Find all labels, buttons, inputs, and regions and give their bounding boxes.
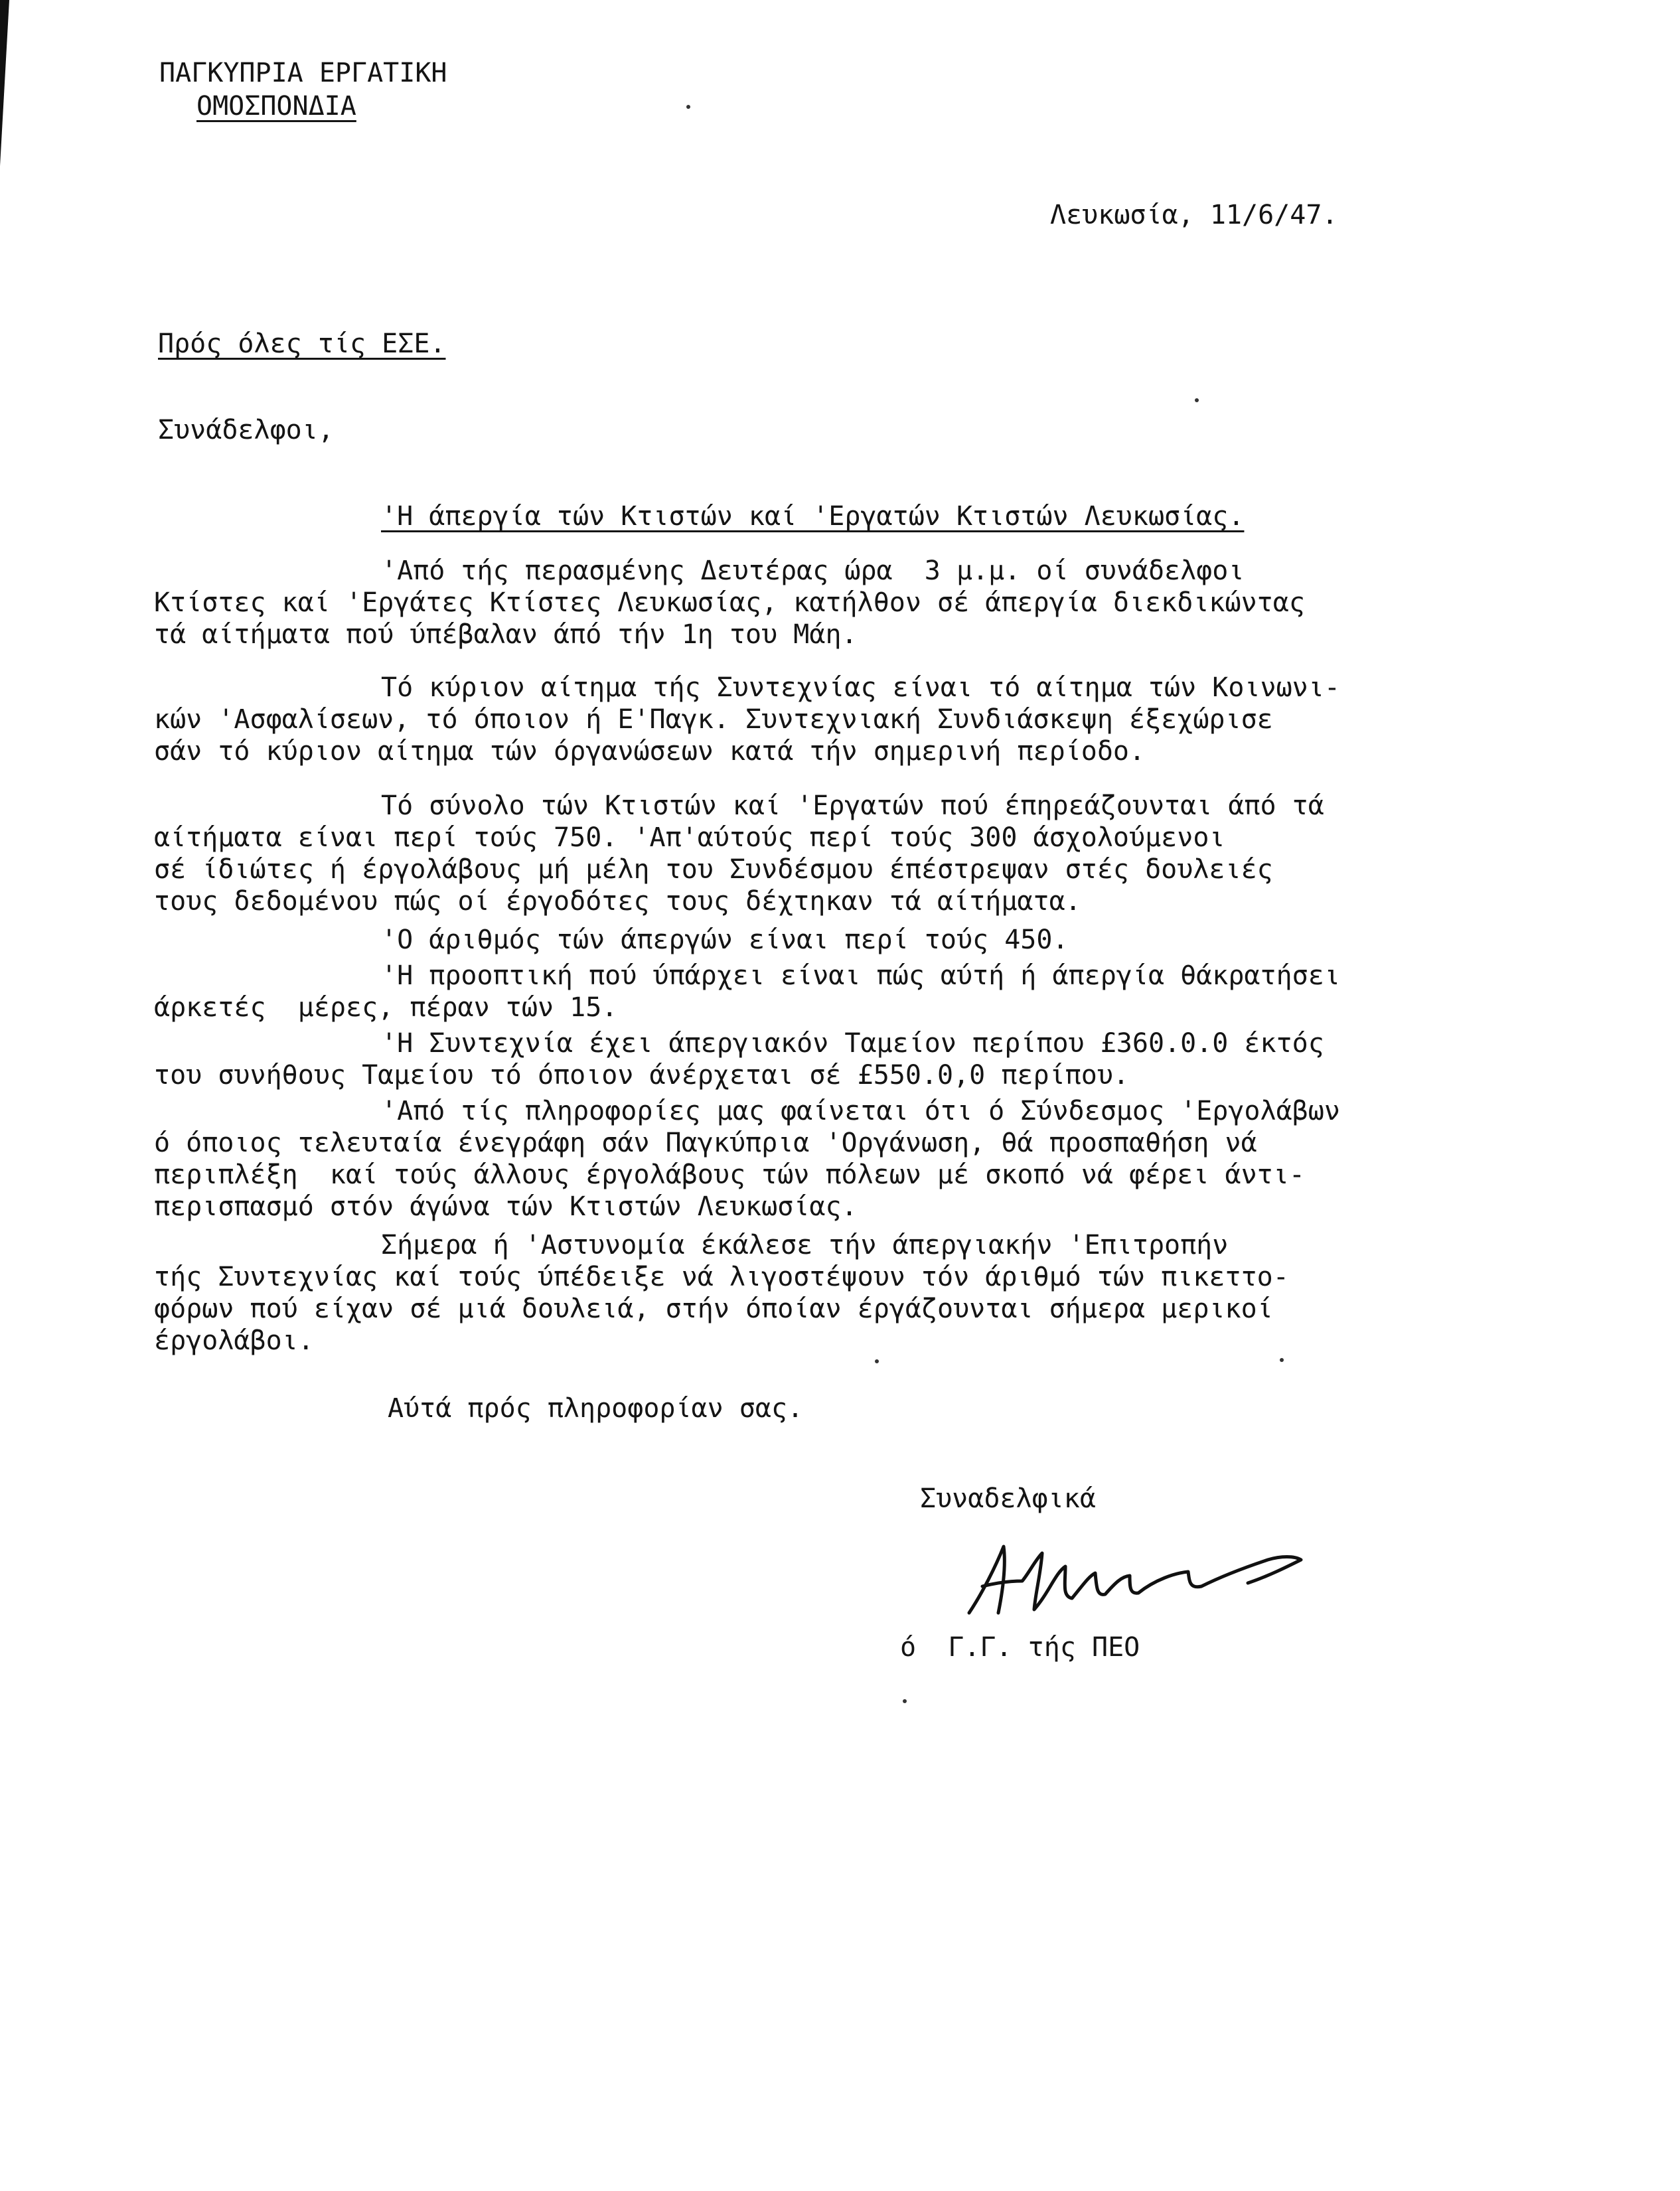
body-line: ό όποιος τελευταία ένεγράφη σάν Παγκύπρια 'Οργάνωση, θά προσπαθήση νά — [154, 1128, 1257, 1158]
body-line: 'Ο άριθμός τών άπεργών είναι περί τούς 450. — [381, 925, 1069, 955]
letterhead-line1: ΠΑΓΚΥΠΡΙΑ ΕΡΓΑΤΙΚΗ — [159, 58, 447, 88]
letter-date: Λευκωσία, 11/6/47. — [1050, 200, 1338, 230]
body-line: κών 'Ασφαλίσεων, τό όποιον ή Ε'Παγκ. Συντεχνιακή Συνδιάσκεψη έξεχώρισε — [154, 704, 1273, 735]
salutation: Συνάδελφοι, — [158, 415, 334, 445]
body-line: Τό σύνολο τών Κτιστών καί 'Εργατών πού έπηρεάζουνται άπό τά — [381, 791, 1324, 821]
body-line: σάν τό κύριον αίτημα τών όργανώσεων κατά τήν σημερινή περίοδο. — [154, 736, 1146, 767]
scan-speck — [903, 1699, 907, 1703]
body-line: 'Από τίς πληροφορίες μας φαίνεται ότι ό Σύνδεσμος 'Εργολάβων — [381, 1096, 1340, 1126]
body-line: αίτήματα είναι περί τούς 750. 'Απ'αύτούς περί τούς 300 άσχολούμενοι — [154, 822, 1225, 853]
body-line: τά αίτήματα πού ύπέβαλαν άπό τήν 1η του Μάη. — [154, 619, 858, 650]
body-line: φόρων πού είχαν σέ μιά δουλειά, στήν όποίαν έργάζουνται σήμερα μερικοί — [154, 1294, 1273, 1324]
recipient-line: Πρός όλες τίς ΕΣΕ. — [158, 329, 446, 359]
body-line: τους δεδομένου πώς οί έργοδότες τους δέχτηκαν τά αίτήματα. — [154, 886, 1081, 917]
body-line: 'Η προοπτική πού ύπάρχει είναι πώς αύτή ή άπεργία θάκρατήσει — [381, 960, 1340, 991]
body-line: Σήμερα ή 'Αστυνομία έκάλεσε τήν άπεργιακήν 'Επιτροπήν — [381, 1230, 1229, 1260]
scan-edge-mark — [0, 0, 9, 166]
signatory-title: ό Γ.Γ. τής ΠΕΟ — [900, 1632, 1140, 1663]
letterhead-line2: ΟΜΟΣΠΟΝΔΙΑ — [196, 91, 356, 121]
body-line: του συνήθους Ταμείου τό όποιον άνέρχεται σέ £550.0,0 περίπου. — [154, 1060, 1130, 1091]
scan-speck — [1195, 398, 1199, 402]
body-line: 'Η Συντεχνία έχει άπεργιακόν Ταμείον περίπου £360.0.0 έκτός — [381, 1028, 1324, 1059]
scan-speck — [875, 1359, 879, 1363]
body-line: τής Συντεχνίας καί τούς ύπέδειξε νά λιγοστέψουν τόν άριθμό τών πικεττο- — [154, 1262, 1289, 1292]
body-line: άρκετές μέρες, πέραν τών 15. — [154, 992, 618, 1023]
body-line: έργολάβοι. — [154, 1325, 314, 1356]
signature-image — [956, 1520, 1314, 1633]
body-line: περιπλέξη καί τούς άλλους έργολάβους τών πόλεων μέ σκοπό νά φέρει άντι- — [154, 1160, 1305, 1190]
body-line: περισπασμό στόν άγώνα τών Κτιστών Λευκωσίας. — [154, 1191, 858, 1222]
scan-speck — [1280, 1358, 1284, 1362]
scan-speck — [686, 105, 690, 109]
body-line: 'Από τής περασμένης Δευτέρας ώρα 3 μ.μ. οί συνάδελφοι — [381, 556, 1245, 586]
subject-line: 'Η άπεργία τών Κτιστών καί 'Εργατών Κτιστών Λευκωσίας. — [381, 501, 1245, 532]
body-line: Κτίστες καί 'Εργάτες Κτίστες Λευκωσίας, κατήλθον σέ άπεργία διεκδικώντας — [154, 587, 1305, 618]
valediction: Συναδελφικά — [920, 1483, 1096, 1514]
body-line: Τό κύριον αίτημα τής Συντεχνίας είναι τό αίτημα τών Κοινωνι- — [381, 672, 1340, 703]
body-line: σέ ίδιώτες ή έργολάβους μή μέλη του Συνδέσμου έπέστρεψαν στές δουλειές — [154, 854, 1273, 885]
closing-line: Αύτά πρός πληροφορίαν σας. — [388, 1393, 804, 1424]
